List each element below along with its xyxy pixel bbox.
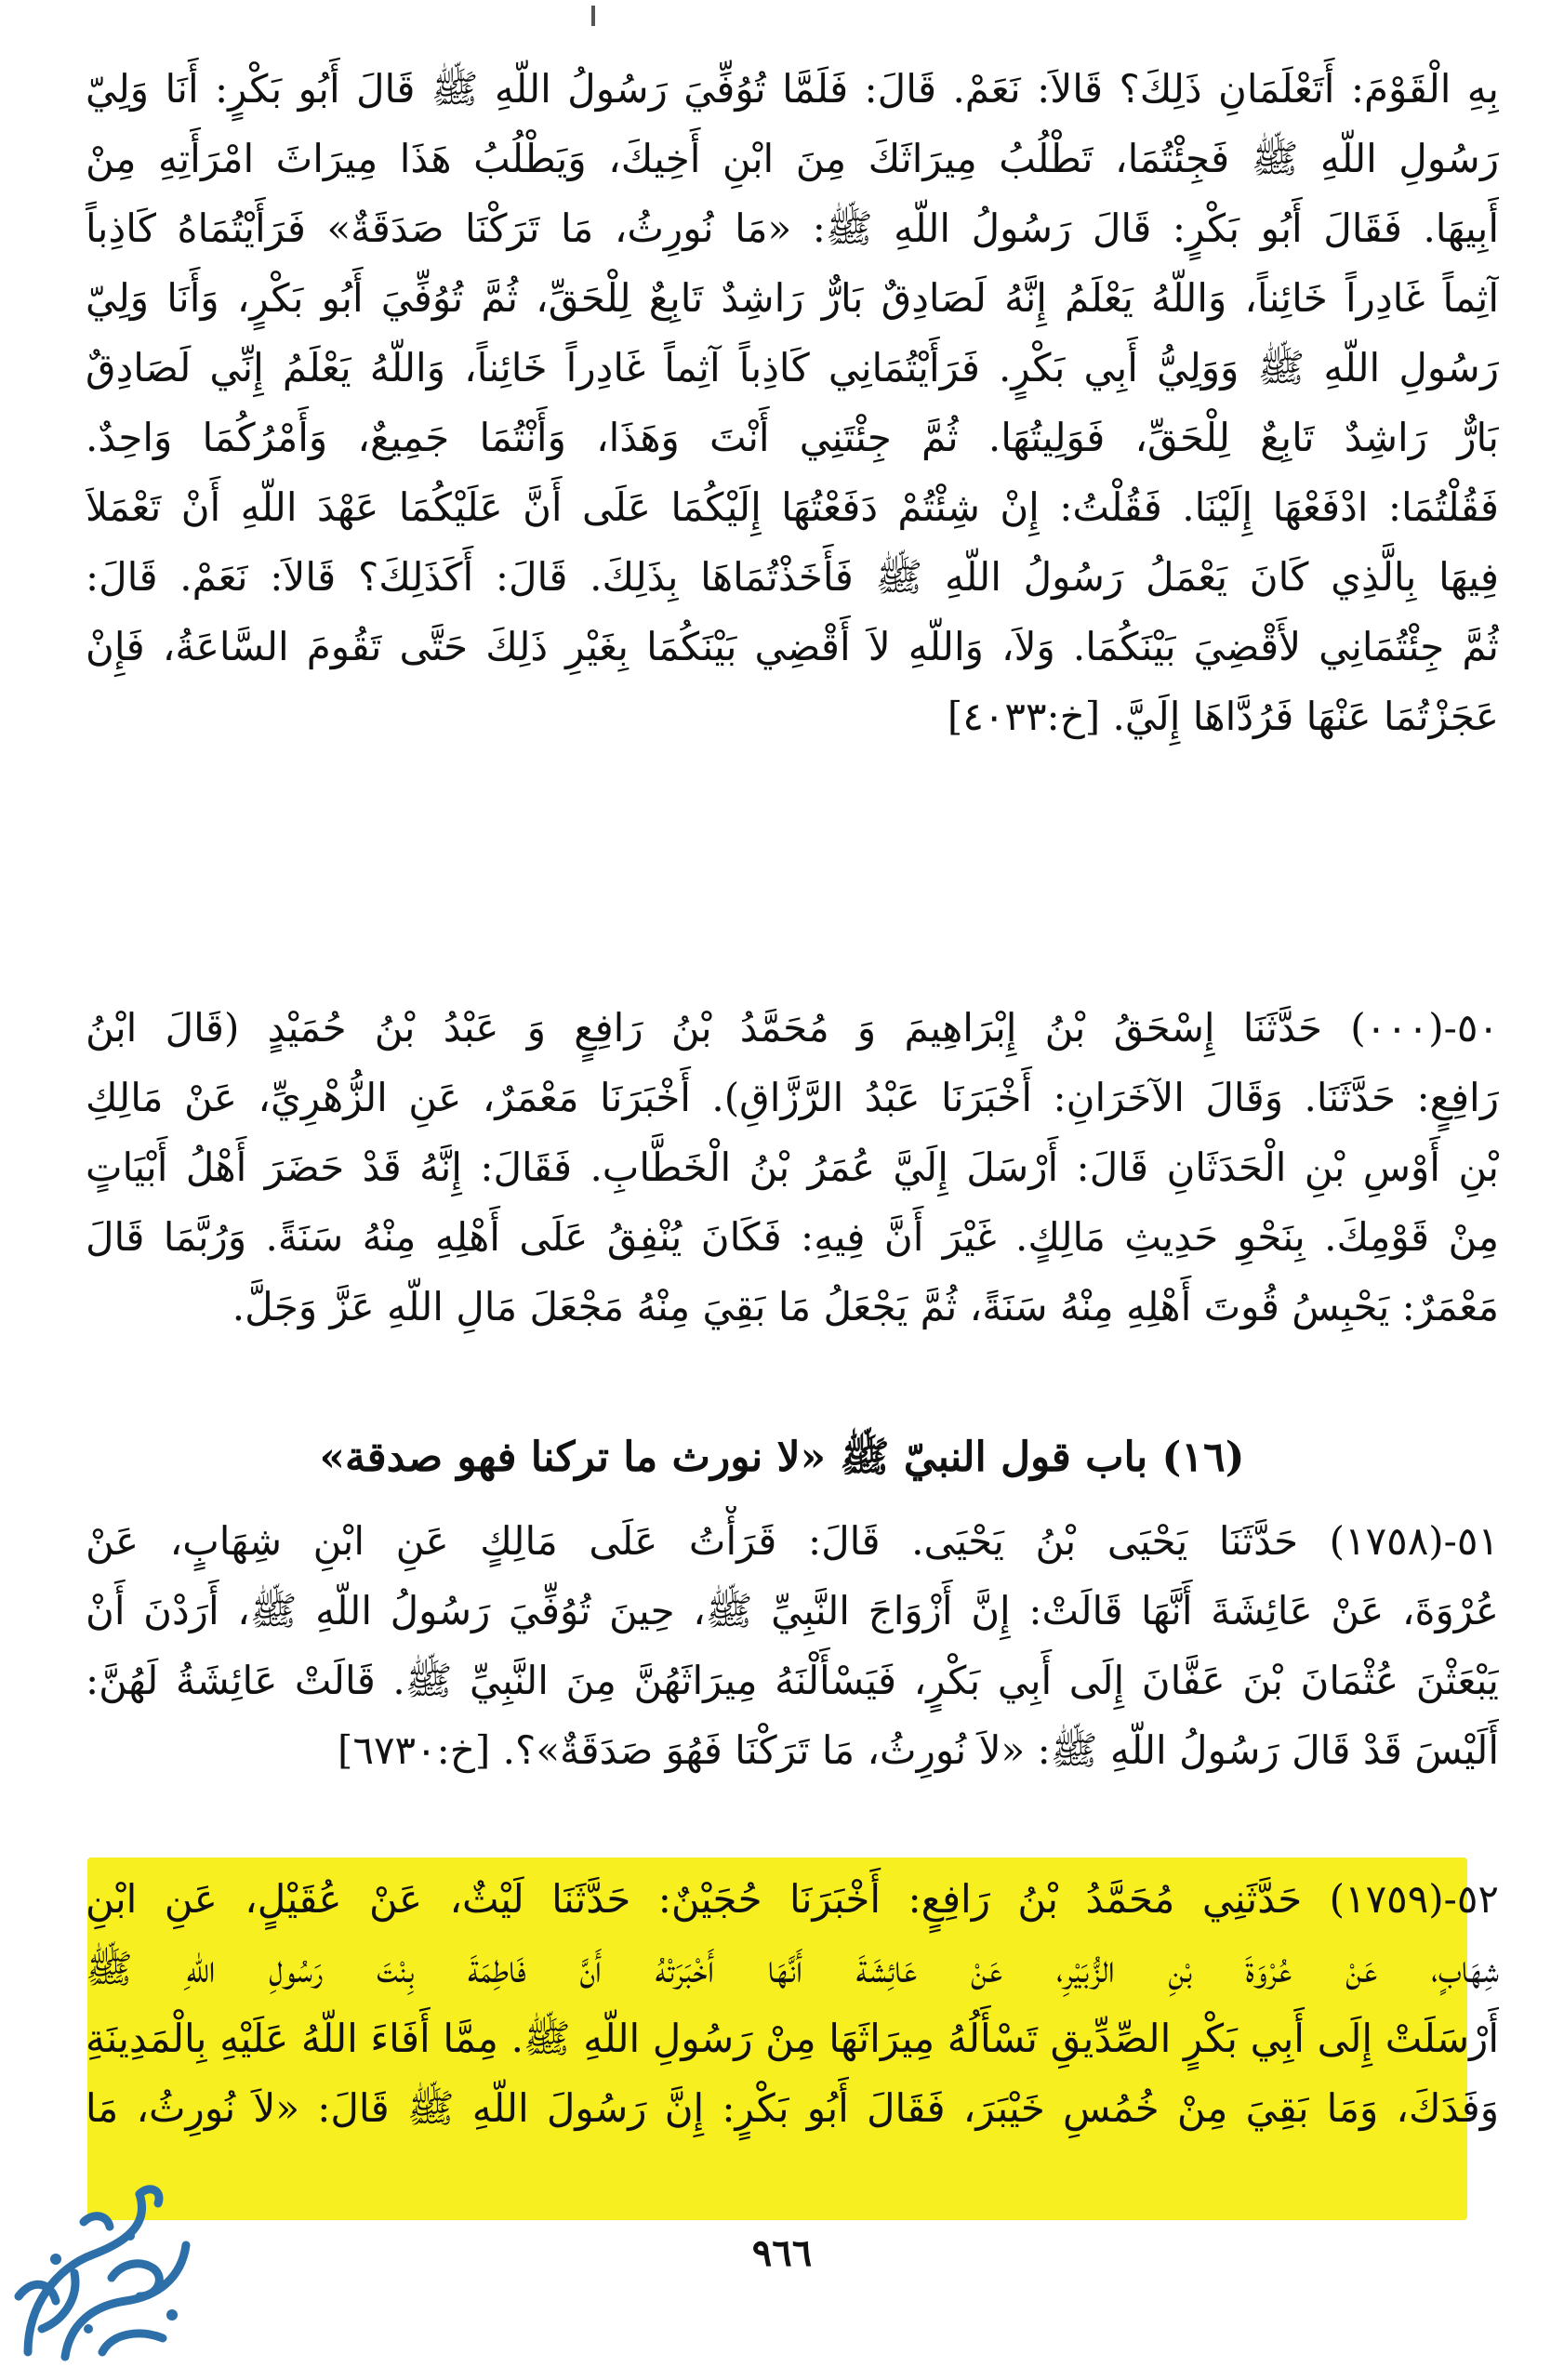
hadith-50-line: ٥٠-(٠٠٠) حَدَّثَنَا إِسْحَقُ بْنُ إِبْرَاهِيمَ وَ مُحَمَّدُ بْنُ رَافِعٍ وَ عَبْدُ بْنُ حُمَيْدٍ (قَالَ ابْنُ xyxy=(86,1005,1499,1051)
text-line: رَسُولِ اللّهِ ﷺ فَجِئْتُمَا، تَطْلُبُ مِيرَاثَكَ مِنَ ابْنِ أَخِيكَ، وَيَطْلُبُ هَذَا مِيرَاثَ امْرَأَتِهِ مِنْ xyxy=(86,136,1499,181)
chapter-heading: (١٦) باب قول النبيّ ﷺ «لا نورث ما تركنا فهو صدقة» xyxy=(319,1434,1245,1481)
text-line: مَعْمَرٌ: يَحْبِسُ قُوتَ أَهْلِهِ مِنْهُ سَنَةً، ثُمَّ يَجْعَلُ مَا بَقِيَ مِنْهُ مَجْعَلَ مَالِ اللّهِ عَزَّ وَجَلَّ. xyxy=(232,1284,1499,1329)
text-line: مِنْ قَوْمِكَ. بِنَحْوِ حَدِيثِ مَالِكٍ. غَيْرَ أَنَّ فِيهِ: فَكَانَ يُنْفِقُ عَلَى أَهْلِهِ مِنْهُ سَنَةً. وَرُبَّمَا قَالَ xyxy=(86,1214,1499,1260)
section-4-text xyxy=(86,1864,1499,2143)
text-line: أَرْسَلَتْ إِلَى أَبِي بَكْرٍ الصِّدِّيقِ تَسْأَلُهُ مِيرَاثَهَا مِنْ رَسُولِ اللّهِ ﷺ. مِمَّا أَفَاءَ اللّهُ عَلَيْهِ بِالْمَدِينَةِ xyxy=(86,2016,1499,2061)
text-line: بْنِ أَوْسِ بْنِ الْحَدَثَانِ قَالَ: أَرْسَلَ إِلَيَّ عُمَرُ بْنُ الْخَطَّابِ. فَقَالَ: إِنَّهُ قَدْ حَضَرَ أَهْلُ أَبْيَاتٍ xyxy=(86,1144,1499,1190)
text-line: بَارٌّ رَاشِدٌ تَابِعٌ لِلْحَقِّ، فَوَلِيتُهَا. ثُمَّ جِئْتَنِي أَنْتَ وَهَذَا، وَأَنْتُمَا جَمِيعٌ، وَأَمْرُكُمَا وَاحِدٌ. xyxy=(86,415,1499,460)
text-line: وَفَدَكَ، وَمَا بَقِيَ مِنْ خُمُسِ خَيْبَرَ، فَقَالَ أَبُو بَكْرٍ: إِنَّ رَسُولَ اللّهِ ﷺ قَالَ: «لاَ نُورِثُ، مَا xyxy=(86,2085,1499,2131)
text-line: يَبْعَثْنَ عُثْمَانَ بْنَ عَفَّانَ إِلَى أَبِي بَكْرٍ، فَيَسْأَلْنَهُ مِيرَاثَهُنَّ مِنَ النَّبِيِّ ﷺ. قَالَتْ عَائِشَةُ لَهُنَّ: xyxy=(86,1658,1499,1703)
text-line: ثُمَّ جِئْتُمَانِي لأَقْضِيَ بَيْنَكُمَا. وَلاَ، وَاللّهِ لاَ أَقْضِي بَيْنَكُمَا بِغَيْرِ ذَلِكَ حَتَّى تَقُومَ السَّاعَةُ، فَإِنْ xyxy=(86,624,1499,669)
text-line: أَلَيْسَ قَدْ قَالَ رَسُولُ اللّهِ ﷺ: «لاَ نُورِثُ، مَا تَرَكْنَا فَهُوَ صَدَقَةٌ»؟. [خ:٦٧٣٠] xyxy=(338,1727,1499,1773)
section-1-text xyxy=(86,54,1499,751)
text-line: بِهِ الْقَوْمَ: أَتَعْلَمَانِ ذَلِكَ؟ قَالاَ: نَعَمْ. قَالَ: فَلَمَّا تُوُفِّيَ رَسُولُ اللّهِ ﷺ قَالَ أَبُو بَكْرٍ: أَنَا وَلِيّ xyxy=(86,66,1499,112)
section-3-text xyxy=(86,1506,1499,1785)
text-line: شِهَابٍ، عَنْ عُرْوَةَ بْنِ الزُّبَيْرِ، عَنْ عَائِشَةَ أَنَّهَا أَخْبَرَتْهُ أَنَّ فَاطِمَةَ بِنْتَ رَسُولِ اللّهِ ﷺ xyxy=(86,1946,1499,1991)
text-line: رَافِعٍ: حَدَّثَنَا. وَقَالَ الآخَرَانِ: أَخْبَرَنَا عَبْدُ الرَّزَّاقِ). أَخْبَرَنَا مَعْمَرٌ، عَنِ الزُّهْرِيِّ، عَنْ مَالِكِ xyxy=(86,1075,1499,1120)
text-line: فِيهَا بِالَّذِي كَانَ يَعْمَلُ رَسُولُ اللّهِ ﷺ فَأَخَذْتُمَاهَا بِذَلِكَ. قَالَ: أَكَذَلِكَ؟ قَالاَ: نَعَمْ. قَالَ: xyxy=(86,554,1499,600)
text-line: عُرْوَةَ، عَنْ عَائِشَةَ أَنَّهَا قَالَتْ: إِنَّ أَزْوَاجَ النَّبِيِّ ﷺ، حِينَ تُوُفِّيَ رَسُولُ اللّهِ ﷺ، أَرَدْنَ أَنْ xyxy=(86,1588,1499,1633)
hadith-52-line: ٥٢-(١٧٥٩) حَدَّثَنِي مُحَمَّدُ بْنُ رَافِعٍ: أَخْبَرَنَا حُجَيْنٌ: حَدَّثَنَا لَيْثٌ، عَنْ عُقَيْلٍ، عَنِ ابْنِ xyxy=(86,1876,1499,1922)
text-line: فَقُلْتُمَا: ادْفَعْهَا إِلَيْنَا. فَقُلْتُ: إِنْ شِئْتُمْ دَفَعْتُهَا إِلَيْكُمَا عَلَى أَنَّ عَلَيْكُمَا عَهْدَ اللّهِ أَنْ تَعْمَلاَ xyxy=(86,484,1499,530)
section-2-text xyxy=(86,993,1499,1342)
calligraphy-logo-icon xyxy=(0,2166,214,2380)
text-line: آثِماً غَادِراً خَائِناً، وَاللّهُ يَعْلَمُ إِنَّهُ لَصَادِقٌ بَارٌّ رَاشِدٌ تَابِعٌ لِلْحَقِّ، ثُمَّ تُوُفِّيَ أَبُو بَكْرٍ، وَأَنَا وَلِيّ xyxy=(86,275,1499,321)
text-line: رَسُولِ اللّهِ ﷺ وَوَلِيُّ أَبِي بَكْرٍ. فَرَأَيْتُمَانِي كَاذِباً آثِماً غَادِراً خَائِناً، وَاللّهُ يَعْلَمُ إِنِّي لَصَادِقٌ xyxy=(86,345,1499,390)
text-line: أَبِيهَا. فَقَالَ أَبُو بَكْرٍ: قَالَ رَسُولُ اللّهِ ﷺ: «مَا نُورِثُ، مَا تَرَكْنَا صَدَقَةٌ» فَرَأَيْتُمَاهُ كَاذِباً xyxy=(86,205,1499,251)
top-tick-mark xyxy=(591,6,595,26)
hadith-51-line: ٥١-(١٧٥٨) حَدَّثَنَا يَحْيَى بْنُ يَحْيَى. قَالَ: قَرَأْتُ عَلَى مَالِكٍ عَنِ ابْنِ شِهَابٍ، عَنْ xyxy=(86,1518,1499,1564)
page-number: ٩٦٦ xyxy=(751,2231,813,2275)
text-line: عَجَزْتُمَا عَنْهَا فَرُدَّاهَا إِلَيَّ. [خ:٤٠٣٣] xyxy=(947,694,1499,739)
